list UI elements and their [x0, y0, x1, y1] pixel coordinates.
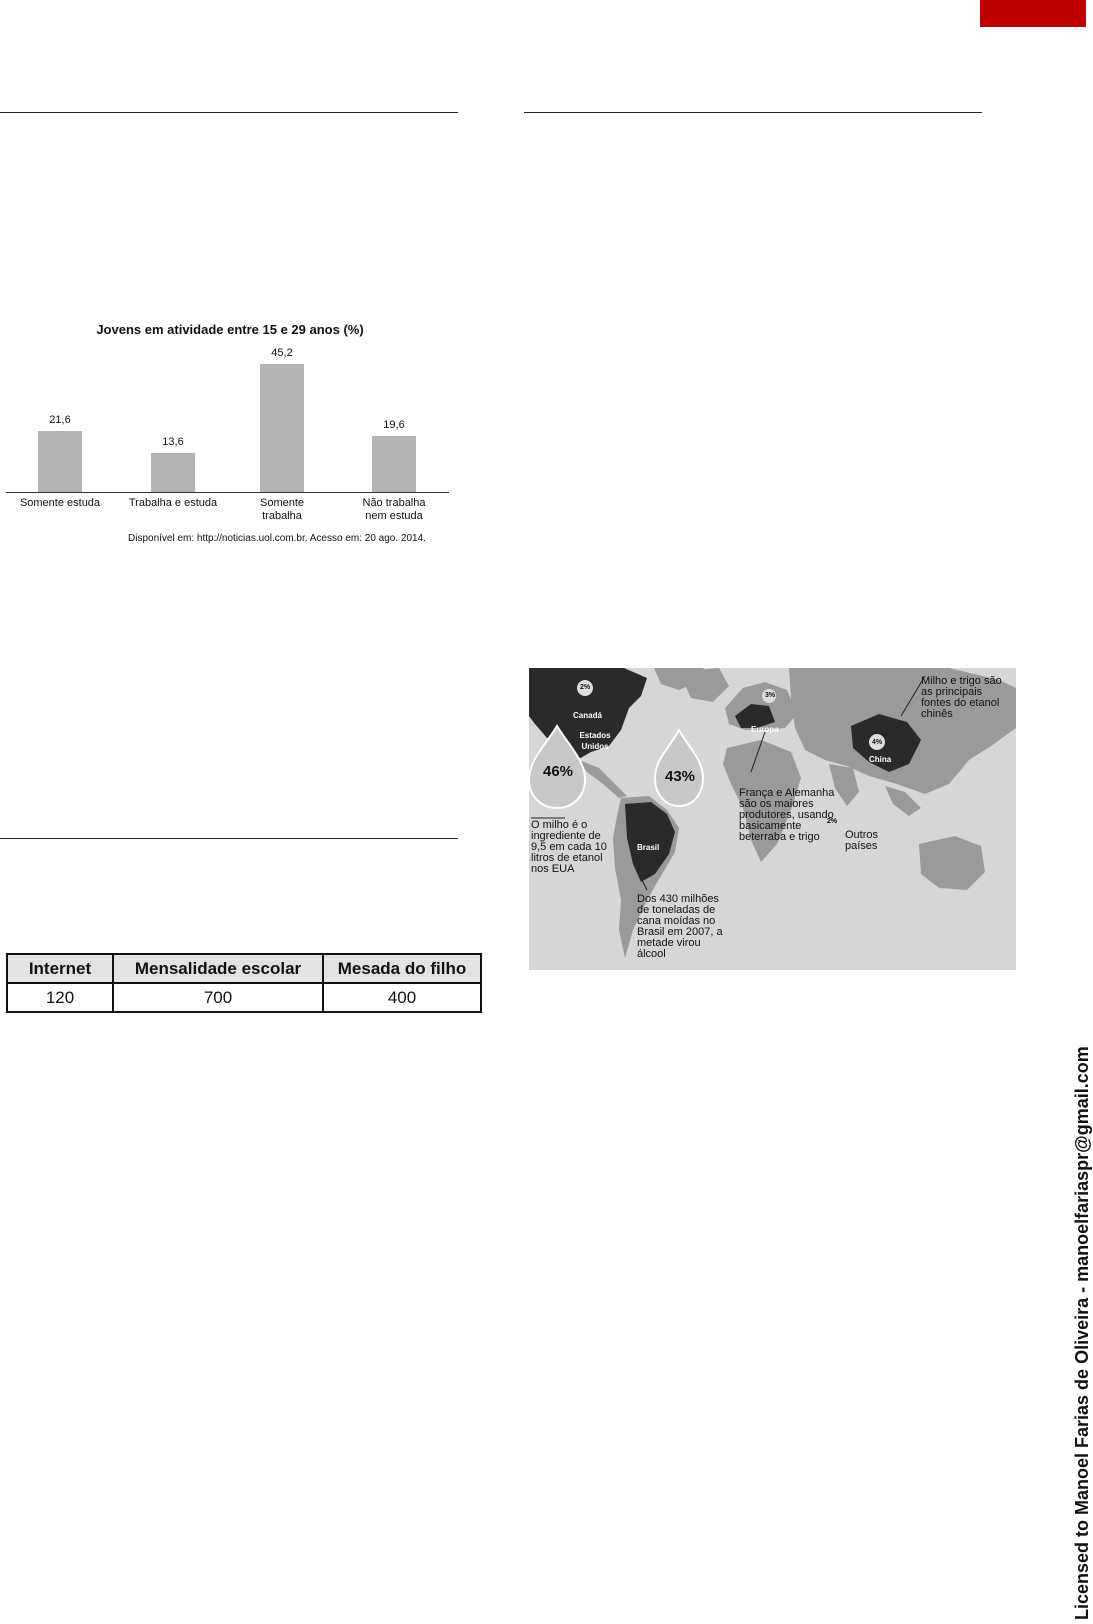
note-usa: O milho é o ingrediente de 9,5 em cada 10 litros de etanol nos EUA — [531, 819, 607, 875]
left-column-rule-top — [0, 112, 458, 113]
table-header-row — [7, 954, 481, 983]
chart-value-label: 13,6 — [162, 436, 184, 448]
ethanol-world-map — [529, 668, 1016, 970]
table-row — [7, 983, 481, 1012]
chart-category-label: Trabalha e estuda — [128, 497, 218, 509]
chart-bar — [372, 436, 416, 492]
license-watermark: Licensed to Manoel Farias de Oliveira - manoelfariaspr@gmail.com — [1072, 1046, 1092, 1620]
page-corner-tab — [980, 0, 1086, 27]
pct-china: 4% — [872, 739, 883, 746]
chart-value-label: 19,6 — [383, 419, 405, 431]
table-header-internet: Internet — [7, 954, 113, 983]
chart-title: Jovens em atividade entre 15 e 29 anos (%) — [96, 322, 364, 337]
label-usa — [575, 730, 615, 752]
note-others: Outros países — [845, 829, 879, 852]
label-brazil: Brasil — [637, 843, 660, 852]
right-column-rule-top — [524, 112, 982, 113]
note-brazil: Dos 430 milhões de toneladas de cana moídas no Brasil em 2007, a metade virou álcool — [637, 893, 723, 960]
table-cell-mesada: 400 — [323, 983, 481, 1012]
label-china: China — [869, 755, 892, 764]
pct-usa: 46% — [543, 763, 574, 780]
chart-baseline — [6, 492, 449, 493]
pct-canada: 2% — [580, 684, 591, 691]
label-usa-text: Estados Unidos — [579, 731, 611, 751]
table-cell-mensalidade: 700 — [113, 983, 323, 1012]
table-header-mensalidade: Mensalidade escolar — [113, 954, 323, 983]
chart-bar — [260, 364, 304, 492]
left-column-rule-middle — [0, 838, 458, 839]
note-china: Milho e trigo são as principais fontes do etanol chinês — [921, 675, 1002, 720]
chart-category-label: Somente trabalha — [259, 497, 305, 522]
chart-bar — [151, 453, 195, 492]
chart-category-label: Não trabalha nem estuda — [362, 497, 426, 522]
chart-source: Disponível em: http://noticias.uol.com.br. Acesso em: 20 ago. 2014. — [128, 533, 426, 544]
chart-value-label: 21,6 — [49, 414, 71, 426]
table-cell-internet: 120 — [7, 983, 113, 1012]
chart-category-label: Somente estuda — [19, 497, 101, 509]
expenses-table — [6, 953, 482, 1013]
pct-others: 2% — [827, 818, 838, 825]
pct-europe: 3% — [765, 692, 776, 699]
table-header-mesada: Mesada do filho — [323, 954, 481, 983]
note-europe: França e Alemanha são os maiores produtores, usando basicamente beterraba e trigo — [739, 787, 835, 843]
pct-brazil: 43% — [665, 768, 696, 785]
label-canada: Canadá — [573, 711, 602, 720]
chart-value-label: 45,2 — [271, 347, 293, 359]
chart-bar — [38, 431, 82, 492]
label-europe: Europa — [751, 725, 779, 734]
